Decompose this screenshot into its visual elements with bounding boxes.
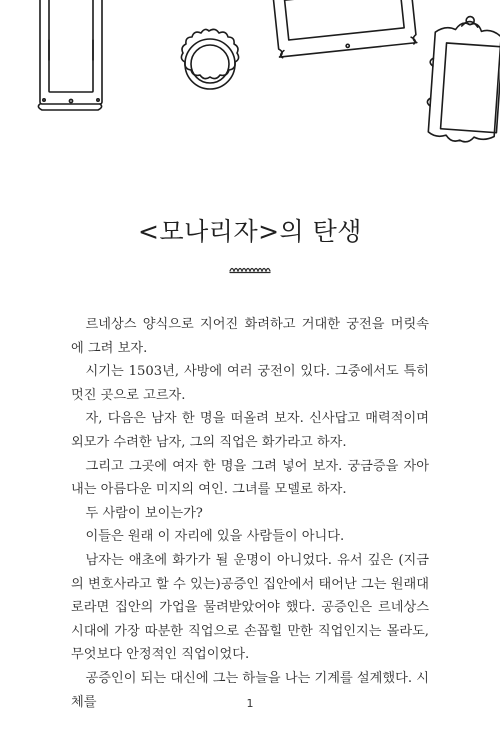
paragraph: 두 사람이 보이는가?: [85, 505, 203, 521]
paragraph: 공증인이 되는 대신에 그는 하늘을 나는 기계를 설계했다. 시체를: [71, 670, 429, 710]
paragraph: 시기는 1503년, 사방에 여러 궁전이 있다. 그중에서도 특히 멋진 곳으로 고르자.: [71, 364, 429, 403]
body-text: [71, 313, 429, 714]
picture-frame-icon: [273, 0, 417, 58]
paragraph: 르네상스 양식으로 지어진 화려하고 거대한 궁전을 머릿속에 그려 보자.: [71, 317, 429, 356]
page-title: <모나리자>의 탄생: [138, 217, 362, 246]
paragraph: 이들은 원래 이 자리에 있을 사람들이 아니다.: [85, 529, 345, 545]
picture-frame-icon: [38, 0, 102, 110]
decorative-frames: [0, 0, 500, 150]
round-frame-icon: [181, 29, 238, 89]
page-number: 1: [246, 697, 254, 710]
title-ornament-icon: [228, 262, 272, 274]
picture-frame-icon: [425, 14, 500, 144]
paragraph: 자, 다음은 남자 한 명을 떠올려 보자. 신사답고 매력적이며 외모가 수려한 남자, 그의 직업은 화가라고 하자.: [71, 411, 429, 450]
paragraph: 남자는 애초에 화가가 될 운명이 아니었다. 유서 깊은 (지금의 변호사라고 할 수 있는)공증인 집안에서 태어난 그는 원래대로라면 집안의 가업을 물려받았어야 했다. 공증인은 르네상스 시대에 가장 따분한 직업으로 손꼽힐 만한 직업인지는 몰라도, 무엇보다 안정적인 직업이었다.: [71, 552, 429, 663]
paragraph: 그리고 그곳에 여자 한 명을 그려 넣어 보자. 궁금증을 자아내는 아름다운 미지의 여인. 그녀를 모델로 하자.: [71, 458, 429, 498]
